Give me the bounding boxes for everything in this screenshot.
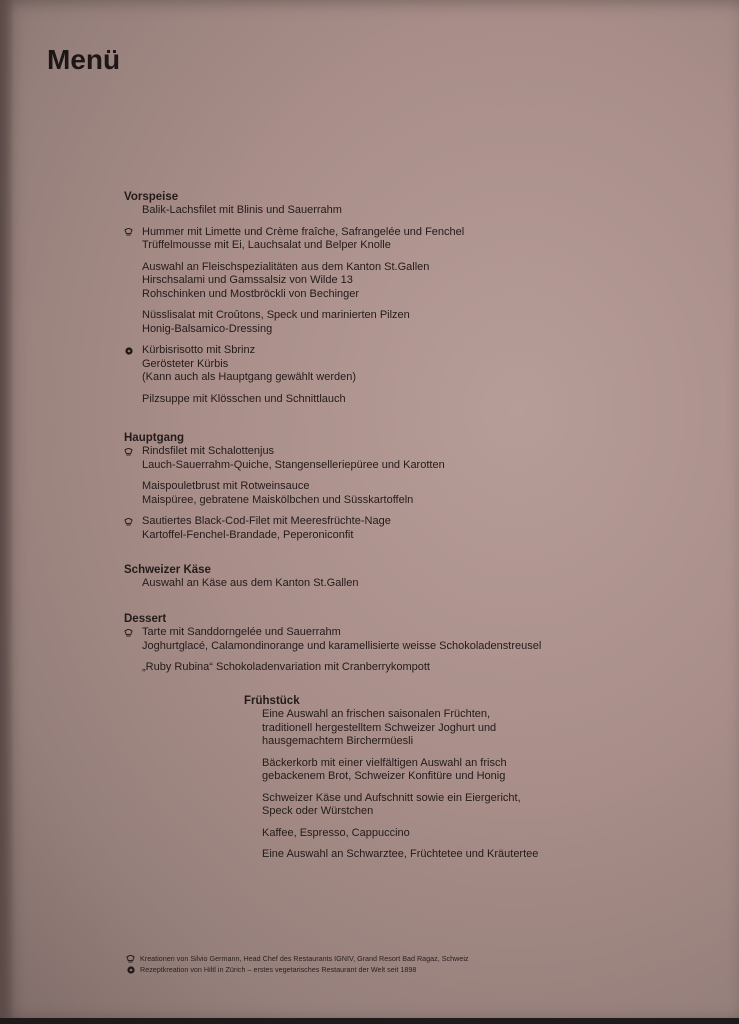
- footnotes: [126, 953, 469, 975]
- menu-item: [124, 261, 464, 302]
- chef-hat-icon: [124, 628, 133, 637]
- menu-item: [244, 792, 538, 819]
- page-binding-shadow: [0, 0, 14, 1024]
- menu-item-line: gebackenem Brot, Schweizer Konfitüre und Honig: [262, 770, 506, 782]
- vegetarian-dot-icon: [126, 965, 135, 974]
- section-heading: Hauptgang: [124, 432, 185, 444]
- menu-item: [124, 480, 445, 507]
- menu-item-line: Sautiertes Black-Cod-Filet mit Meeresfrüchte-Nage: [142, 515, 391, 527]
- chef-hat-icon: [124, 517, 133, 526]
- menu-item: [124, 226, 464, 253]
- menu-item-line: Joghurtglacé, Calamondinorange und karamellisierte weisse Schokoladenstreusel: [142, 639, 542, 652]
- menu-item-line: Trüffelmousse mit Ei, Lauchsalat und Belper Knolle: [142, 239, 391, 251]
- menu-item: [244, 757, 538, 784]
- menu-item: [124, 577, 358, 591]
- menu-item-line: Eine Auswahl an frischen saisonalen Früchten,: [262, 708, 491, 720]
- section-dessert: [124, 612, 541, 675]
- section-schweizer-kaese: [124, 563, 358, 591]
- menu-item-line: Hummer mit Limette und Crème fraîche, Safrangelée und Fenchel: [142, 225, 465, 238]
- menu-item-line: Schweizer Käse und Aufschnitt sowie ein Eiergericht,: [262, 791, 521, 804]
- section-hauptgang: [124, 431, 445, 542]
- menu-item-line: Bäckerkorb mit einer vielfältigen Auswahl an frisch: [262, 756, 507, 769]
- menu-item-line: Kaffee, Espresso, Cappuccino: [262, 826, 410, 839]
- menu-item-line: (Kann auch als Hauptgang gewählt werden): [142, 371, 357, 383]
- menu-item-line: Rohschinken und Mostbröckli von Bechinger: [142, 287, 360, 300]
- menu-item-line: Maispüree, gebratene Maiskölbchen und Süsskartoffeln: [142, 493, 414, 506]
- footnote-text: Kreationen von Silvio Germann, Head Chef des Restaurants IGNIV, Grand Resort Bad Ragaz, Schweiz: [140, 954, 469, 963]
- menu-item-line: Speck oder Würstchen: [262, 805, 374, 817]
- menu-item: [124, 344, 464, 385]
- menu-item-line: hausgemachtem Birchermüesli: [262, 735, 414, 747]
- section-heading: Frühstück: [244, 695, 300, 707]
- menu-item: [244, 848, 538, 862]
- menu-item-line: Tarte mit Sanddorngelée und Sauerrahm: [142, 626, 341, 638]
- footnote: [126, 953, 469, 964]
- section-heading: Vorspeise: [124, 191, 179, 203]
- menu-item-line: Nüsslisalat mit Croûtons, Speck und marinierten Pilzen: [142, 309, 410, 321]
- menu-item-line: „Ruby Rubina“ Schokoladenvariation mit Cranberrykompott: [142, 661, 430, 673]
- chef-hat-icon: [124, 228, 133, 237]
- menu-item: [124, 445, 445, 472]
- menu-item: [124, 309, 464, 336]
- menu-item-line: Rindsfilet mit Schalottenjus: [142, 445, 275, 457]
- footnote-text: Rezeptkreation von Hiltl in Zürich – erstes vegetarisches Restaurant der Welt seit 1898: [140, 965, 417, 974]
- menu-item-line: Honig-Balsamico-Dressing: [142, 322, 273, 335]
- menu-item-line: Maispouletbrust mit Rotweinsauce: [142, 480, 310, 492]
- page-title: Menü: [47, 44, 121, 75]
- vegetarian-dot-icon: [124, 346, 133, 355]
- menu-item: [244, 708, 538, 749]
- page-bottom-edge: [0, 1018, 739, 1024]
- menu-item-line: Pilzsuppe mit Klösschen und Schnittlauch: [142, 392, 346, 405]
- menu-item: [244, 827, 538, 841]
- menu-item: [124, 661, 541, 675]
- footnote: [126, 964, 469, 975]
- section-fruehstueck: [244, 694, 538, 862]
- menu-item-line: traditionell hergestelltem Schweizer Joghurt und: [262, 721, 497, 734]
- menu-item-line: Hirschsalami und Gamssalsiz von Wilde 13: [142, 274, 353, 286]
- chef-hat-icon: [124, 447, 133, 456]
- menu-item-line: Auswahl an Fleischspezialitäten aus dem Kanton St.Gallen: [142, 260, 430, 273]
- menu-item-line: Kartoffel-Fenchel-Brandade, Peperoniconfit: [142, 528, 354, 541]
- menu-item-line: Auswahl an Käse aus dem Kanton St.Gallen: [142, 577, 359, 589]
- menu-item: [124, 626, 541, 653]
- section-vorspeise: [124, 190, 464, 406]
- menu-item-line: Eine Auswahl an Schwarztee, Früchtetee und Kräutertee: [262, 848, 539, 860]
- menu-item: [124, 393, 464, 407]
- menu-item-line: Gerösteter Kürbis: [142, 357, 229, 370]
- menu-item-line: Lauch-Sauerrahm-Quiche, Stangenselleriepüree und Karotten: [142, 458, 445, 471]
- menu-item-line: Kürbisrisotto mit Sbrinz: [142, 344, 256, 356]
- section-heading: Schweizer Käse: [124, 564, 211, 576]
- section-heading: Dessert: [124, 613, 167, 625]
- chef-hat-icon: [126, 954, 135, 963]
- menu-item: [124, 204, 464, 218]
- menu-item: [124, 515, 445, 542]
- menu-item-line: Balik-Lachsfilet mit Blinis und Sauerrahm: [142, 204, 342, 216]
